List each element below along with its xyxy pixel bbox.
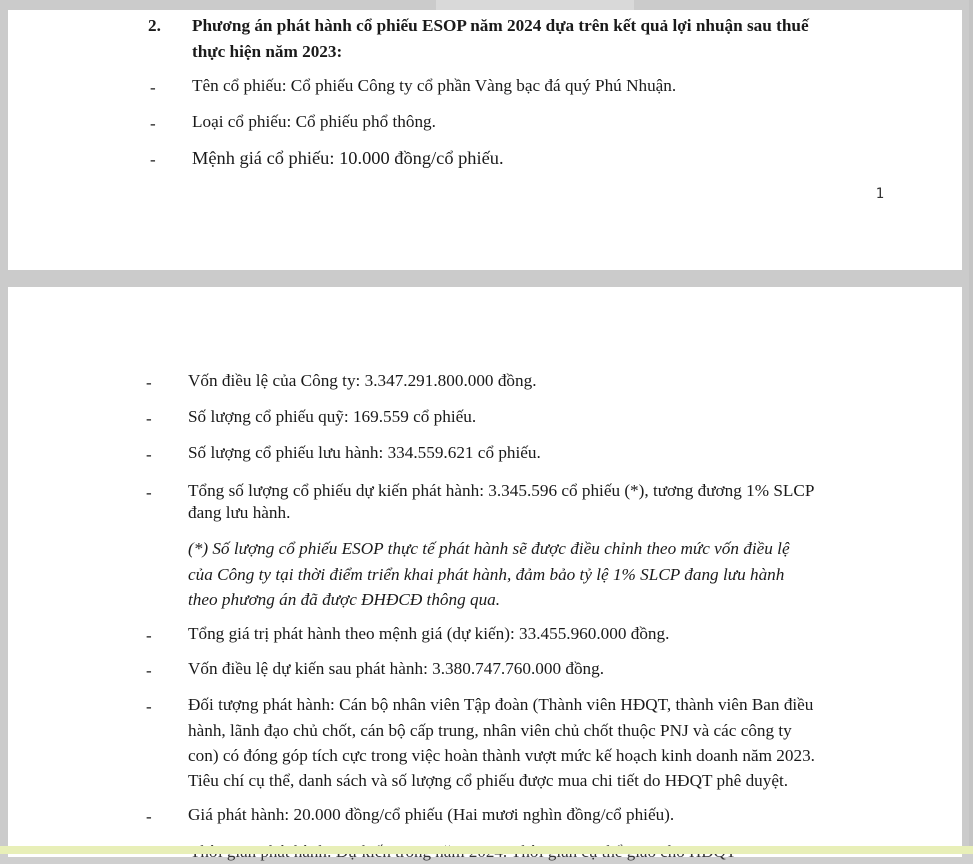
bullet-dash: -	[146, 697, 152, 716]
bullet-dash: -	[150, 150, 156, 169]
target-line4: Tiêu chí cụ thể, danh sách và số lượng cổ phiếu được mua chi tiết do HĐQT phê duyệt.	[188, 771, 789, 790]
bullet-treasury-shares: Số lượng cổ phiếu quỹ: 169.559 cổ phiếu.	[188, 407, 477, 426]
document-page-1	[8, 10, 962, 270]
bullet-dash: -	[146, 445, 152, 464]
bullet-issue-price: Giá phát hành: 20.000 đồng/cổ phiếu (Hai mươi nghìn đồng/cổ phiếu).	[188, 805, 675, 824]
bullet-par-value: Mệnh giá cổ phiếu: 10.000 đồng/cổ phiếu.	[192, 148, 504, 168]
note-line2: của Công ty tại thời điểm triển khai phát hành, đảm bảo tỷ lệ 1% SLCP đang lưu hành	[188, 565, 785, 584]
bullet-total-value: Tổng giá trị phát hành theo mệnh giá (dự kiến): 33.455.960.000 đồng.	[188, 624, 670, 643]
bottom-status-bar	[0, 846, 973, 854]
section-number: 2.	[148, 16, 161, 35]
target-line3: con) có đóng góp tích cực trong việc hoàn thành vượt mức kế hoạch kinh doanh năm 2023.	[188, 746, 815, 765]
bullet-charter-capital: Vốn điều lệ của Công ty: 3.347.291.800.000 đồng.	[188, 371, 537, 390]
bullet-dash: -	[146, 483, 152, 502]
target-line2: hành, lãnh đạo chủ chốt, cán bộ cấp trung, nhân viên chủ chốt thuộc PNJ và các công ty	[188, 721, 792, 740]
note-line1: (*) Số lượng cổ phiếu ESOP thực tế phát hành sẽ được điều chỉnh theo mức vốn điều lệ	[188, 539, 790, 558]
bullet-share-name: Tên cổ phiếu: Cổ phiếu Công ty cổ phần Vàng bạc đá quý Phú Nhuận.	[192, 76, 677, 95]
bullet-dash: -	[150, 114, 156, 133]
section-heading-line2: thực hiện năm 2023:	[192, 42, 343, 61]
bullet-dash: -	[146, 626, 152, 645]
bullet-share-type: Loại cổ phiếu: Cổ phiếu phổ thông.	[192, 112, 436, 131]
document-page-2	[8, 287, 962, 857]
bullet-capital-after: Vốn điều lệ dự kiến sau phát hành: 3.380.747.760.000 đồng.	[188, 659, 605, 678]
bullet-dash: -	[150, 78, 156, 97]
target-line1: Đối tượng phát hành: Cán bộ nhân viên Tập đoàn (Thành viên HĐQT, thành viên Ban điều	[188, 695, 814, 714]
total-shares-line1: Tổng số lượng cổ phiếu dự kiến phát hành: 3.345.596 cổ phiếu (*), tương đương 1% SLCP	[188, 481, 815, 500]
scrollbar-track[interactable]	[969, 0, 973, 854]
bullet-outstanding-shares: Số lượng cổ phiếu lưu hành: 334.559.621 cổ phiếu.	[188, 443, 541, 462]
bullet-dash: -	[146, 661, 152, 680]
page-number: 1	[875, 186, 884, 202]
total-shares-line2: đang lưu hành.	[188, 503, 291, 522]
note-line3: theo phương án đã được ĐHĐCĐ thông qua.	[188, 590, 501, 609]
bullet-dash: -	[146, 807, 152, 826]
toolbar-tab	[436, 0, 634, 10]
bullet-dash: -	[146, 409, 152, 428]
bullet-dash: -	[146, 373, 152, 392]
section-heading-line1: Phương án phát hành cổ phiếu ESOP năm 2024 dựa trên kết quả lợi nhuận sau thuế	[192, 16, 809, 35]
